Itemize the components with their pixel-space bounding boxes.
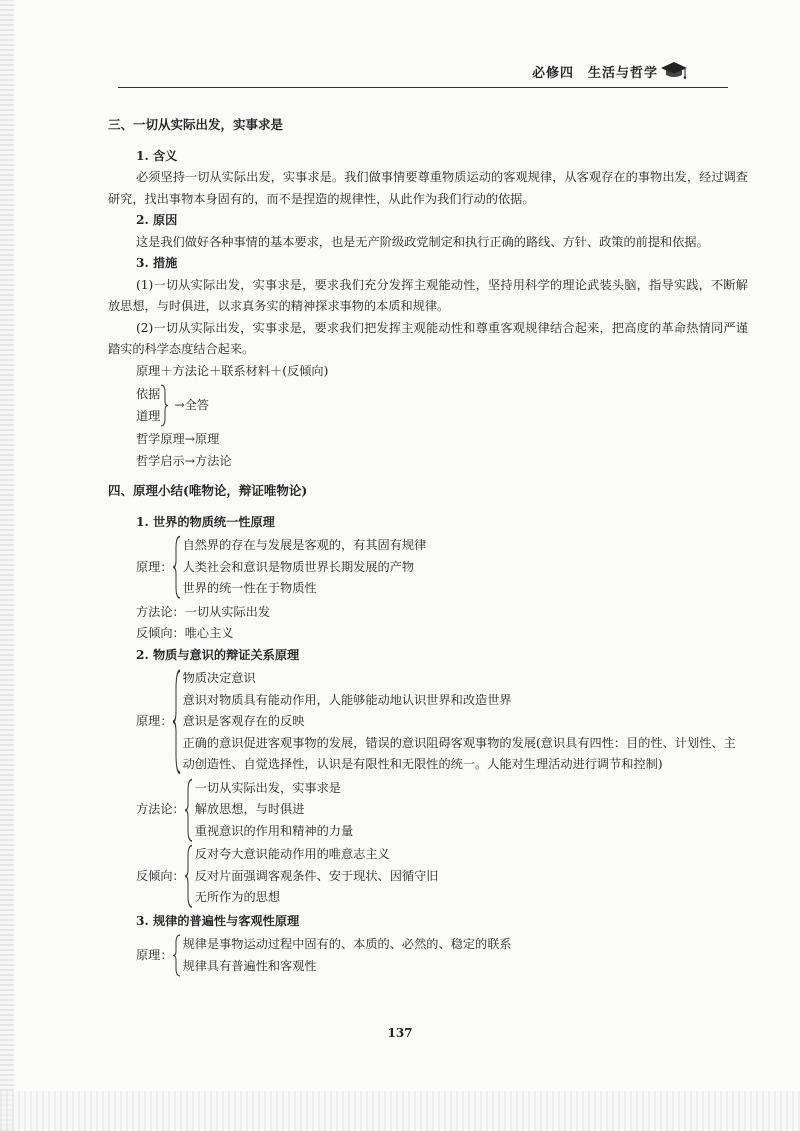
principle-item: 自然界的存在与发展是客观的，有其固有规律 — [182, 538, 427, 552]
p1-method: 方法论：一切从实际出发 — [136, 604, 271, 619]
answer-formula: 原理＋方法论＋联系材料＋(反倾向) — [136, 363, 329, 378]
s3-reason-text: 这是我们做好各种事情的基本要求，也是无产阶级政党制定和执行正确的路线、方针、政策的前提和依据。 — [136, 234, 709, 249]
method-items — [195, 778, 353, 843]
page-number: 137 — [387, 1026, 413, 1040]
left-brace — [185, 778, 193, 843]
brace-item: 道理 — [136, 408, 161, 423]
anti-item: 无所作为的思想 — [194, 890, 281, 904]
method-item: 一切从实际出发，实事求是 — [194, 780, 341, 795]
left-brace — [173, 934, 181, 977]
method-item: 重视意识的作用和精神的力量 — [194, 823, 354, 838]
principle-item: 意识是客观存在的反映 — [182, 714, 305, 728]
method-item: 解放思想，与时俱进 — [194, 802, 305, 816]
header-rule — [118, 87, 728, 88]
section-4-title: 四、原理小结(唯物论，辩证唯物论) — [108, 483, 308, 498]
s3-subtitle-reason: 2. 原因 — [136, 213, 178, 227]
p1-anti: 反倾向：唯心主义 — [136, 626, 234, 640]
principle-item: 规律具有普遍性和客观性 — [182, 958, 317, 973]
brace-item: 依据 — [136, 387, 161, 401]
answer-brace-group — [108, 384, 748, 427]
p2-method-group — [108, 778, 748, 843]
left-brace — [173, 535, 181, 600]
principle-items — [183, 668, 738, 776]
principle-item: 人类社会和意识是物质世界长期发展的产物 — [182, 559, 415, 574]
anti-item: 反对夸大意识能动作用的唯意志主义 — [194, 847, 390, 861]
s3-measure-1: (1)一切从实际出发，实事求是，要求我们充分发挥主观能动性，坚持用科学的理论武装头脑，指导实践，不断解放思想，与时俱进，以求真务实的精神探求事物的本质和规律。 — [108, 277, 748, 313]
p1-title: 1. 世界的物质统一性原理 — [136, 514, 275, 529]
method-label: 方法论： — [136, 802, 185, 816]
brace-items — [136, 384, 160, 427]
left-brace — [185, 844, 193, 909]
p1-principle-group — [108, 535, 748, 600]
s3-subtitle-meaning: 1. 含义 — [136, 148, 178, 163]
mapping-line-b: 哲学启示→方法论 — [136, 453, 232, 468]
anti-item: 反对片面强调客观条件、安于现状、因循守旧 — [194, 868, 439, 883]
principle-items — [183, 535, 427, 600]
s3-subtitle-measures: 3. 措施 — [136, 256, 178, 270]
p2-principle-group — [108, 668, 748, 776]
principle-item: 世界的统一性在于物质性 — [182, 581, 317, 595]
scan-edge-bottom — [0, 1091, 800, 1131]
p3-title: 3. 规律的普遍性与客观性原理 — [136, 913, 300, 928]
book-title: 必修四 生活与哲学 — [531, 66, 658, 81]
anti-label: 反倾向： — [136, 868, 185, 883]
mapping-line-a: 哲学原理→原理 — [136, 432, 220, 446]
principle-items — [183, 934, 512, 977]
s3-meaning-text: 必须坚持一切从实际出发，实事求是。我们做事情要尊重物质运动的客观规律，从客观存在的事物出发，经过调查研究，找出事物本身固有的，而不是捏造的规律性，从此作为我们行动的依据。 — [108, 170, 748, 206]
p2-title: 2. 物质与意识的辩证关系原理 — [136, 647, 300, 662]
principle-label: 原理： — [136, 559, 173, 574]
p2-anti-group — [108, 844, 748, 909]
p3-principle-group — [108, 934, 748, 977]
principle-label: 原理： — [136, 714, 173, 728]
anti-items — [195, 844, 439, 909]
principle-item: 正确的意识促进客观事物的发展，错误的意识阻碍客观事物的发展(意识具有四性：目的性、计划性、主动创造性、自觉选择性，认识是有限性和无限性的统一。人能对生理活动进行调节和控制) — [182, 735, 736, 771]
principle-item: 规律是事物运动过程中固有的、本质的、必然的、稳定的联系 — [182, 937, 512, 951]
principle-label: 原理： — [136, 947, 173, 962]
left-brace — [173, 668, 181, 776]
principle-item: 意识对物质具有能动作用，人能够能动地认识世界和改造世界 — [182, 692, 512, 707]
graduation-cap-icon — [660, 60, 688, 80]
main-content — [108, 114, 748, 979]
brace-result: →全答 — [174, 397, 209, 412]
page-header — [118, 58, 728, 88]
s3-measure-2: (2)一切从实际出发，实事求是，要求我们把发挥主观能动性和尊重客观规律结合起来，把高度的革命热情同严谨踏实的科学态度结合起来。 — [108, 320, 748, 356]
principle-item: 物质决定意识 — [182, 671, 256, 685]
scan-edge-left — [0, 0, 14, 1131]
right-brace — [160, 384, 168, 427]
section-3-title: 三、一切从实际出发，实事求是 — [108, 117, 284, 132]
